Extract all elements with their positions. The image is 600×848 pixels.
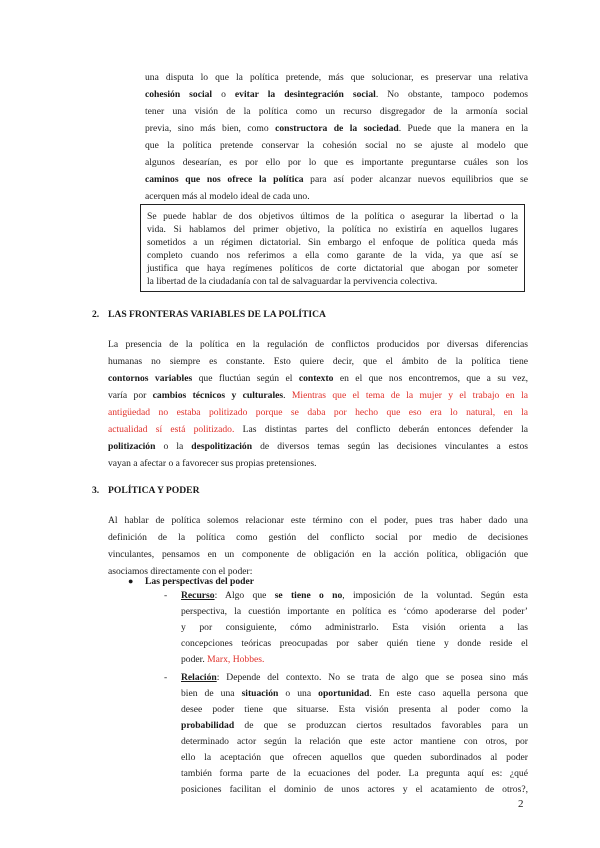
text-line: varía por cambios técnicos y culturales. Mientras que el tema de la mujer y el trabajo en la [108, 390, 529, 401]
text-line: desee poder tiene que situarse. Esta visión presenta al poder como la [181, 704, 528, 715]
dash-marker: - [164, 590, 168, 601]
text-line: justifica que haya regímenes políticos de corte dictatorial que abogan por someter [147, 263, 518, 274]
text-line: sometidos a un régimen dictatorial. Sin embargo el enfoque de política queda más [147, 237, 518, 248]
text-line: contornos variables que fluctúan según el contexto en el que nos encontremos, que a su vez, [108, 373, 528, 384]
text-line: la libertad de la ciudadanía con tal de salvaguardar la pervivencia colectiva. [147, 276, 438, 287]
text-line: cohesión social o evitar la desintegración social. No obstante, tampoco podemos [145, 89, 529, 100]
page-number: 2 [518, 798, 524, 810]
text-line: probabilidad de que se produzcan ciertos resultados favorables para un [181, 720, 528, 731]
text-line: Relación: Depende del contexto. No se trata de algo que se posea sino más [181, 672, 528, 683]
text-line: ello la aceptación que ofrecen aquellos que queden subordinados al poder [181, 752, 528, 763]
text-line: determinado actor según la relación que este actor mantiene con otros, por [181, 736, 528, 747]
text-line: algunos desearían, es por ello por lo que es importante preguntarse cuáles son los [145, 157, 528, 168]
section-2-number: 2. [92, 309, 100, 320]
section-3-heading: POLÍTICA Y PODER [108, 485, 200, 496]
section-3-number: 3. [92, 485, 100, 496]
text-line: también forma parte de la ecuaciones del poder. La pregunta aquí es: ¿qué [181, 768, 528, 779]
text-line: bien de una situación o una oportunidad. En este caso aquella persona que [181, 688, 528, 699]
text-line: posiciones facilitan el dominio de unos actores y el acatamiento de otros?, [181, 784, 528, 795]
text-line: asociamos directamente con el poder: [108, 566, 253, 577]
bullet-dot-icon: ● [128, 576, 134, 586]
text-line: definición de la política como gestión del conflicto social por medio de decisiones [108, 532, 528, 543]
text-line: tener una visión de la política como un recurso disgregador de la armonía social [145, 106, 528, 117]
text-line: completo cuando nos referimos a ella como garante de la vida, ya que así se [147, 250, 518, 261]
dash-marker: - [164, 672, 168, 683]
text-line: que la política pretende conservar la cohesión social no se ajuste al modelo que [145, 140, 528, 151]
text-line: humanas no siempre es constante. Esto quiere decir, que el ámbito de la política tiene [108, 356, 528, 367]
text-line: Al hablar de política solemos relacionar este término con el poder, pues tras haber dado una [108, 515, 528, 526]
section-2-heading: LAS FRONTERAS VARIABLES DE LA POLÍTICA [108, 309, 326, 320]
text-line: acerquen más al modelo ideal de cada uno. [145, 191, 310, 202]
text-line: actualidad sí está politizado. Las distintas partes del conflicto deberán entonces defender la [108, 424, 528, 435]
text-line: una disputa lo que la política pretende, más que solucionar, es preservar una relativa [145, 72, 528, 83]
text-line: vayan a afectar o a favorecer sus propias pretensiones. [108, 458, 317, 469]
text-line: vida. Si hablamos del primer objetivo, la política no existiría en aquellos lugares [147, 224, 518, 235]
text-line: caminos que nos ofrece la política para así poder alcanzar nuevos equilibrios que se [145, 174, 529, 185]
text-line: y por consiguiente, cómo administrarlo. Esta visión orienta a las [181, 622, 528, 633]
text-line: Se puede hablar de dos objetivos últimos de la política o asegurar la libertad o la [147, 211, 518, 222]
text-line: antigüedad no estaba politizado porque se daba por hecho que eso era lo natural, en la [108, 407, 528, 418]
text-line: perspectiva, la cuestión importante en política es ‘cómo apoderarse del poder’ [181, 606, 528, 617]
text-line: La presencia de la política en la regulación de conflictos producidos por diversas diferencias [108, 339, 528, 350]
text-line: politización o la despolitización de diversos temas según las decisiones vinculantes a estos [108, 441, 528, 452]
text-line: poder. Marx, Hobbes. [181, 654, 265, 665]
text-line: previa, sino más bien, como constructora de la sociedad. Puede que la manera en la [145, 123, 529, 134]
text-line: vinculantes, pensamos en un componente de obligación en la acción política, obligación que [108, 549, 528, 560]
text-line: concepciones teóricas preocupadas por saber quién tiene y donde reside el [181, 638, 528, 649]
bullet-title: Las perspectivas del poder [145, 576, 254, 587]
text-line: Recurso: Algo que se tiene o no, imposición de la voluntad. Según esta [181, 590, 528, 601]
